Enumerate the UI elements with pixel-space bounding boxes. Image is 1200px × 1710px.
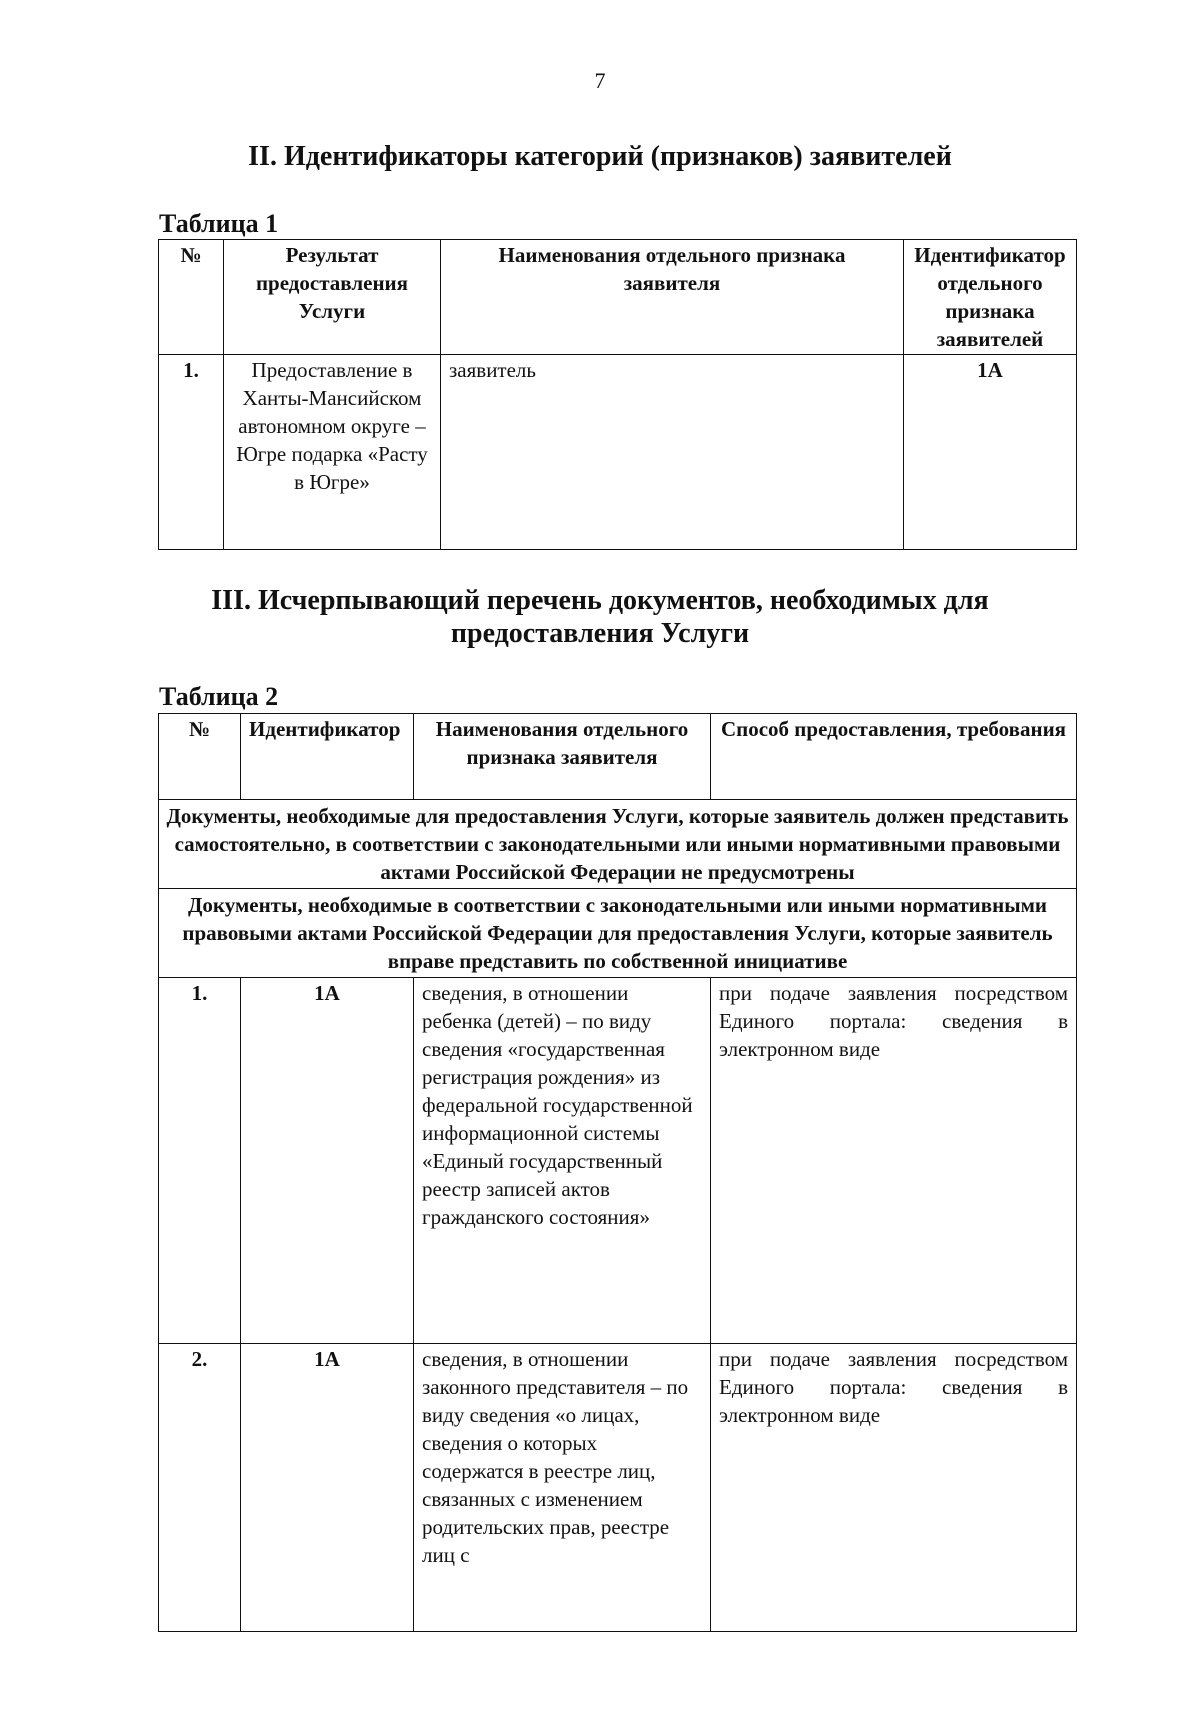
- page-number: 7: [594, 68, 606, 93]
- t1-row-result: Предоставление в Ханты-Мансийском автономном округе – Югре подарка «Расту в Югре»: [224, 355, 441, 550]
- table-row: [159, 355, 1077, 550]
- t1-row-id: 1А: [904, 355, 1077, 550]
- t2-row-1-num: 1.: [159, 978, 241, 1344]
- t1-row-name: заявитель: [441, 355, 904, 550]
- table-1-header-row: [159, 240, 1077, 355]
- t1-header-num: №: [159, 240, 224, 355]
- t2-header-num: №: [159, 714, 241, 800]
- table-2: [158, 713, 1077, 1632]
- t2-header-id: Идентификатор: [241, 714, 414, 800]
- table-2-group-row-2: [159, 889, 1077, 978]
- table-row: [159, 1344, 1077, 1632]
- t1-header-result: Результат предоставления Услуги: [224, 240, 441, 355]
- table-1-caption: Таблица 1: [159, 209, 279, 238]
- t1-row-num: 1.: [159, 355, 224, 550]
- t2-header-name: Наименования отдельного признака заявителя: [414, 714, 711, 800]
- t2-row-2-num: 2.: [159, 1344, 241, 1632]
- table-1: [158, 239, 1077, 550]
- t1-header-name: Наименования отдельного признака заявителя: [441, 240, 904, 355]
- table-row: [159, 978, 1077, 1344]
- t2-group-1-text: Документы, необходимые для предоставления Услуги, которые заявитель должен представить самостоятельно, в соответствии с законодательными или иными нормативными правовыми актами Российской Федерации не предусмотрены: [159, 800, 1077, 889]
- t2-row-1-method: при подаче заявления посредством Единого портала: сведения в электронном виде: [711, 978, 1077, 1344]
- t2-row-2-id: 1А: [241, 1344, 414, 1632]
- section-2-title: II. Идентификаторы категорий (признаков) заявителей: [248, 141, 952, 172]
- section-3-title-line-2: предоставления Услуги: [450, 618, 750, 649]
- table-2-header-row: [159, 714, 1077, 800]
- table-2-group-row-1: [159, 800, 1077, 889]
- t1-header-id: Идентификатор отдельного признака заявителей: [904, 240, 1077, 355]
- t2-row-2-name: сведения, в отношении законного представителя – по виду сведения «о лицах, сведения о которых содержатся в реестре лиц, связанных с изменением родительских прав, реестре лиц с: [414, 1344, 711, 1632]
- t2-group-2-text: Документы, необходимые в соответствии с законодательными или иными нормативными правовыми актами Российской Федерации для предоставления Услуги, которые заявитель вправе представить по собственной инициативе: [159, 889, 1077, 978]
- t2-header-method: Способ предоставления, требования: [711, 714, 1077, 800]
- t2-row-1-name: сведения, в отношении ребенка (детей) – по виду сведения «государственная регистрация рождения» из федеральной государственной информационной системы «Единый государственный реестр записей актов гражданского состояния»: [414, 978, 711, 1344]
- section-3-title-line-1: III. Исчерпывающий перечень документов, необходимых для: [211, 585, 989, 616]
- table-2-caption: Таблица 2: [159, 682, 279, 711]
- t2-row-1-id: 1А: [241, 978, 414, 1344]
- t2-row-2-method: при подаче заявления посредством Единого портала: сведения в электронном виде: [711, 1344, 1077, 1632]
